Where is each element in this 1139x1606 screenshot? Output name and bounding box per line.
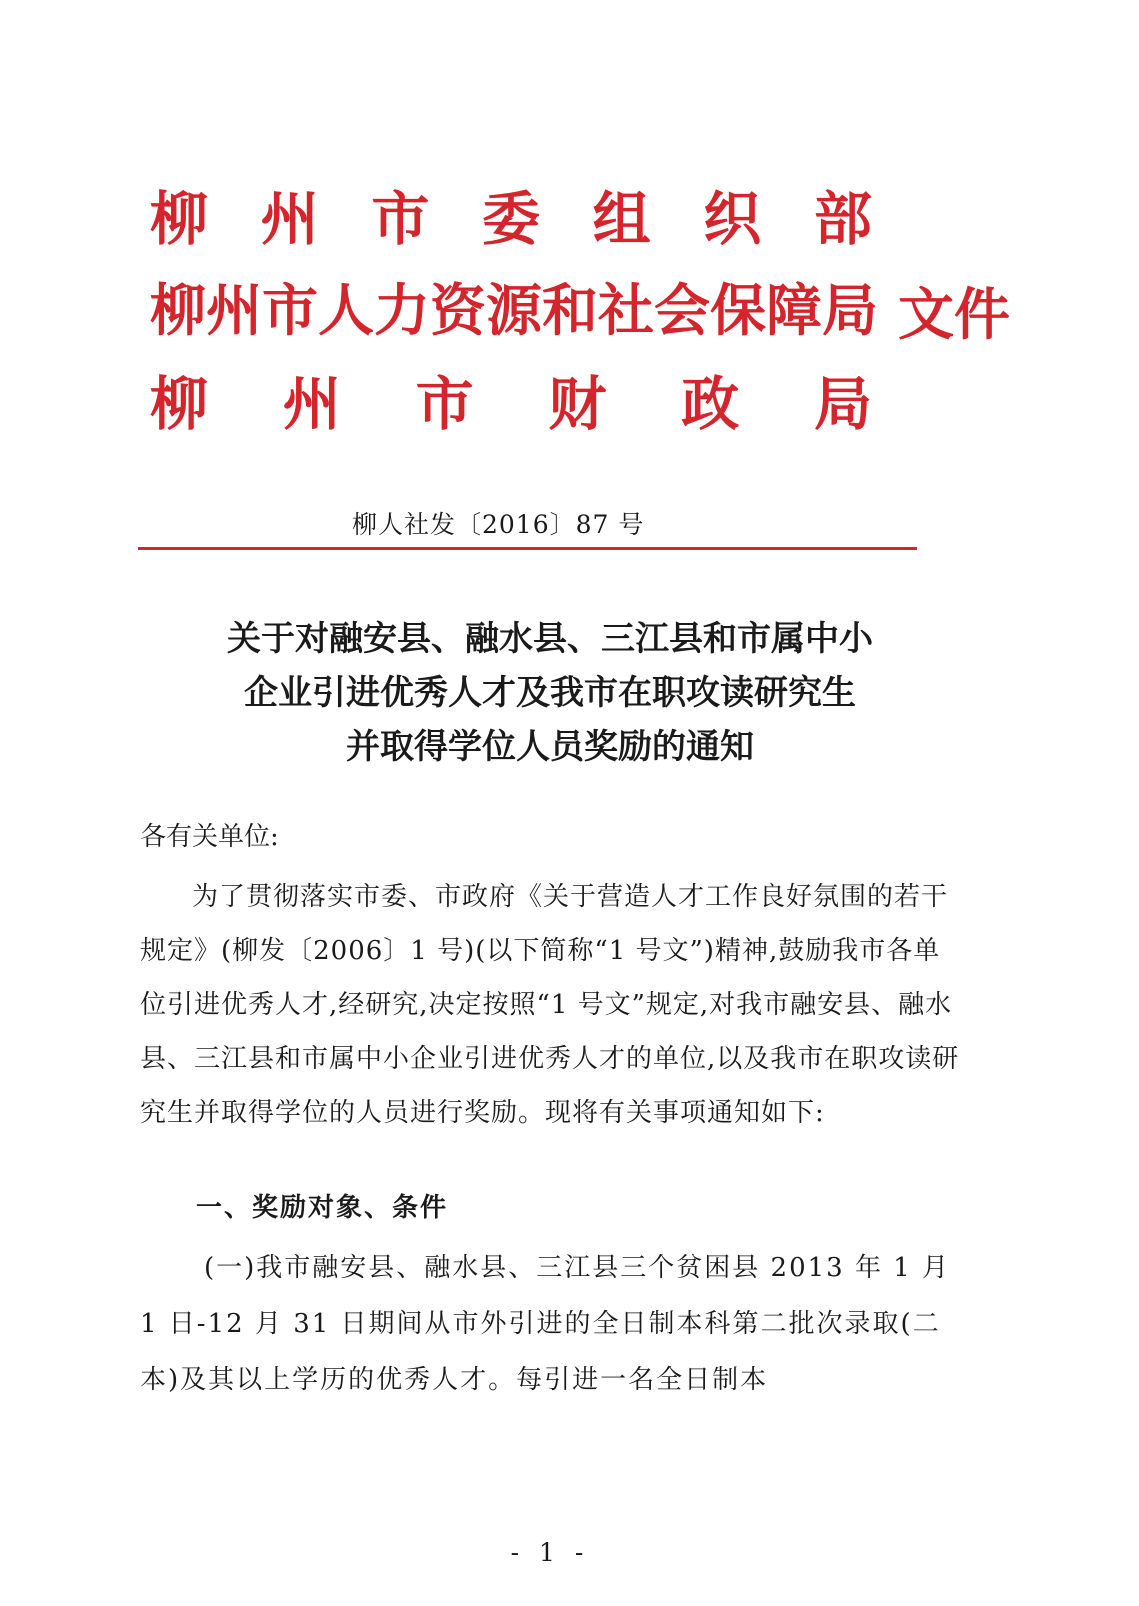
salutation: 各有关单位: — [140, 822, 279, 852]
red-divider — [138, 547, 917, 550]
title-line: 并取得学位人员奖励的通知 — [346, 727, 754, 767]
title-line: 关于对融安县、融水县、三江县和市属中小 — [227, 619, 873, 659]
issuer-1-char: 组 — [592, 185, 651, 253]
issuer-hr-social-security-bureau: 柳州市人力资源和社会保障局 — [150, 278, 878, 344]
issuer-1-char: 州 — [260, 185, 319, 253]
issuer-3-char: 市 — [415, 370, 474, 438]
body-paragraph: (一)我市融安县、融水县、三江县三个贫困县 2013 年 1 月 1 日-12 月 31 日期间从市外引进的全日制本科第二批次录取(二本)及其以上学历的优秀人才。每引进一名全日制本 — [140, 1253, 951, 1395]
issuer-1-char: 市 — [371, 185, 430, 253]
issuer-3-char: 财 — [548, 370, 607, 438]
issuer-organization-dept — [150, 185, 872, 253]
document-number: 柳人社发〔2016〕87 号 — [352, 510, 645, 539]
section-heading: 一、奖励对象、条件 — [196, 1193, 449, 1223]
page-number: - 1 - — [510, 1538, 590, 1567]
issuer-1-char: 织 — [703, 185, 762, 253]
issuer-3-char: 局 — [813, 370, 872, 438]
issuer-3-char: 柳 — [150, 370, 209, 438]
issuer-3-char: 州 — [282, 370, 341, 438]
issuer-1-char: 部 — [813, 185, 872, 253]
issuer-finance-bureau — [150, 370, 872, 438]
issuer-1-char: 柳 — [150, 185, 209, 253]
issuer-1-char: 委 — [481, 185, 540, 253]
body-paragraph: 为了贯彻落实市委、市政府《关于营造人才工作良好氛围的若干规定》(柳发〔2006〕1 号)(以下简称“1 号文”)精神,鼓励我市各单位引进优秀人才,经研究,决定按照“1 号文”规定,对我市融安县、融水县、三江县和市属中小企业引进优秀人才的单位,以及我市在职攻读研究生并取得学位的人员进行奖励。现将有关事项通知如下: — [140, 882, 960, 1128]
issuer-3-char: 政 — [681, 370, 740, 438]
document-title — [140, 612, 960, 774]
file-label: 文件 — [898, 282, 1010, 348]
title-line: 企业引进优秀人才及我市在职攻读研究生 — [244, 673, 856, 713]
